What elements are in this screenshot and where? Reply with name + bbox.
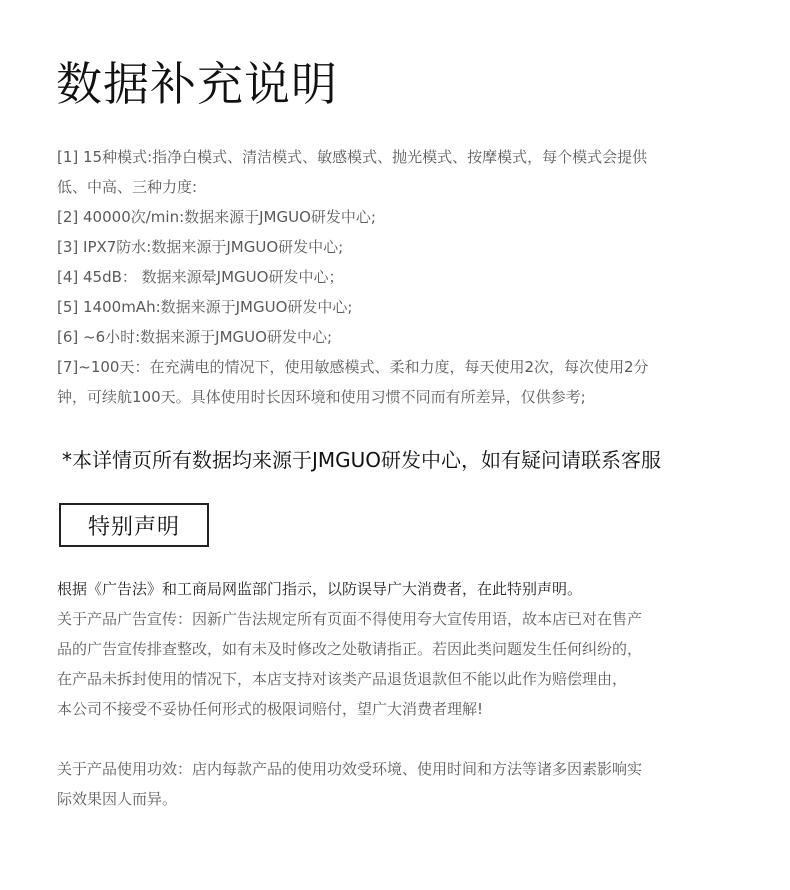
special-statement-heading-box [59,503,209,547]
note-item-4: [4] 45dB： 数据来源晕JMGUO研发中心； [57,268,344,286]
note-item-2: [2] 40000次/min:数据来源于JMGUO研发中心; [57,208,376,226]
data-notes-list [57,142,747,412]
statement-intro: 根据《广告法》和工商局网监部门指示，以防误导广大消费者，在此特别声明。 [57,580,583,598]
special-statement-heading: 特别声明 [87,514,180,540]
page-title: 数据补充说明 [56,57,338,111]
note-item-3: [3] IPX7防水:数据来源于JMGUO研发中心; [57,238,344,256]
note-item-7: [7]~100天：在充满电的情况下，使用敏感模式、柔和力度，每天使用2次，每次使用2分 钟，可续航100天。具体使用时长因环境和使用习惯不同而有所差异，仅供参考; [57,358,649,406]
statement-advertising: 关于产品广告宣传：因新广告法规定所有页面不得使用夸大宣传用语，故本店已对在售产 品的广告宣传排查整改，如有未及时修改之处敬请指正。若因此类问题发生任何纠纷的， 在产品未拆封使用的情况下，本店支持对该类产品退货退款但不能以此作为赔偿理由， 本公司不接受不妥协任何形式的极限词赔付，望广大消费者理解! [57,610,643,718]
note-item-6: [6] ~6小时:数据来源于JMGUO研发中心; [57,328,333,346]
data-source-notice: *本详情页所有数据均来源于JMGUO研发中心，如有疑问请联系客服 [62,448,662,472]
note-item-5: [5] 1400mAh:数据来源于JMGUO研发中心; [57,298,353,316]
statement-efficacy: 关于产品使用功效：店内每款产品的使用功效受环境、使用时间和方法等诸多因素影响实 际效果因人而异。 [57,760,643,808]
note-item-1: [1] 15种模式:指净白模式、清洁模式、敏感模式、抛光模式、按摩模式，每个模式会提供 低、中高、三种力度: [57,148,648,196]
